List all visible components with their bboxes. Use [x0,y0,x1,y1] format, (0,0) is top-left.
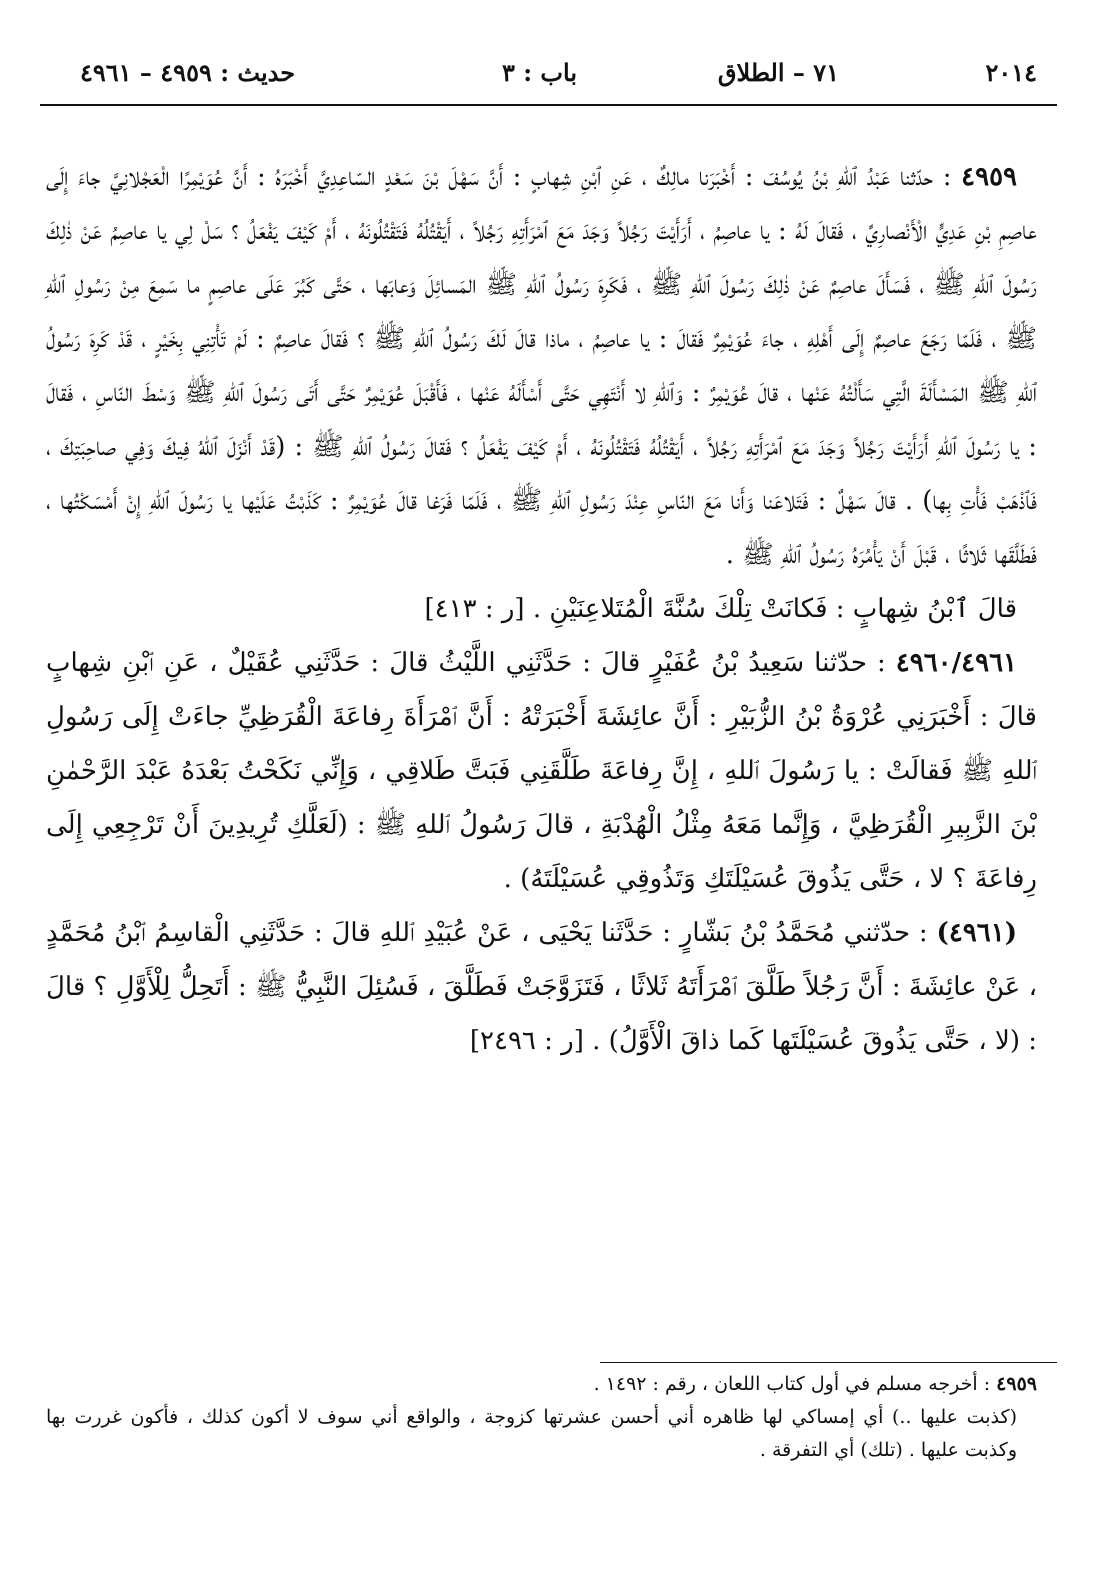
hadith-text: : حدّثنا سَعِيدُ بْنُ عُفَيْرٍ قالَ : حَدَّثَنِي اللَّيْثُ قالَ : حَدَّثَنِي عُقَيْلٌ ، عَنِ ٱبْنِ شِهابٍ قالَ : أَخْبَرَنِي عُرْوَةُ بْنُ الزُّبَيْرِ : أَنَّ عائِشَةَ أَخْبَرَتْهُ : أَنَّ ٱمْرَأَةَ رِفاعَةَ الْقُرَظِيِّ جاءَتْ إِلَى رَسُولِ ٱللهِ ﷺ فَقالَتْ : يا رَسُولَ ٱللهِ ، إِنَّ رِفاعَةَ طَلَّقَنِي فَبَتَّ طَلاقِي ، وَإِنِّي نَكَحْتُ بَعْدَهُ عَبْدَ الرَّحْمٰنِ بْنَ الزَّبِيرِ الْقُرَظِيَّ ، وَإِنَّما مَعَهُ مِثْلُ الْهُدْبَةِ ، قالَ رَسُولُ ٱللهِ ﷺ : (لَعَلَّكِ تُرِيدِينَ أَنْ تَرْجِعِي إِلَى رِفاعَةَ ؟ لا ، حَتَّى يَذُوقَ عُسَيْلَتَكِ وَتَذُوقِي عُسَيْلَتَهُ) . [46,648,1037,894]
cross-reference: [ر : ٢٤٩٦] [469,1026,584,1056]
main-text [46,150,1037,1068]
hadith-range: حديث : ٤٩٥٩ – ٤٩٦١ [80,58,296,87]
hadith-text: : حدّثنا عَبْدُ ٱللهِ بْنُ يُوسُفَ : أَخْبَرَنا مالِكٌ ، عَنِ ٱبْنِ شِهابٍ : أَنَّ سَهْلَ بْنَ سَعْدٍ السّاعِدِيَّ أَخْبَرَهُ : أَنَّ عُوَيْمِرًا الْعَجْلانِيَّ جاءَ إِلَى عاصِمِ بْنِ عَدِيٍّ الْأَنْصارِيِّ ، فَقالَ لَهُ : يا عاصِمُ ، أَرَأَيْتَ رَجُلاً وَجَدَ مَعَ ٱمْرَأَتِهِ رَجُلاً ، أَيَقْتُلُهُ فَتَقْتُلُونَهُ ، أَمْ كَيْفَ يَفْعَلُ ؟ سَلْ لِي يا عاصِمُ عَنْ ذٰلِكَ رَسُولَ ٱللهِ ﷺ ، فَسَأَلَ عاصِمٌ عَنْ ذٰلِكَ رَسُولَ ٱللهِ ﷺ ، فَكَرِهَ رَسُولُ ٱللهِ ﷺ المَسائِلَ وَعابَها ، حَتَّى كَبُرَ عَلَى عاصِمٍ ما سَمِعَ مِنْ رَسُولِ ٱللهِ ﷺ ، فَلَمّا رَجَعَ عاصِمٌ إِلَى أَهْلِهِ ، جاءَ عُوَيْمِرٌ فَقالَ : يا عاصِمُ ، ماذا قالَ لَكَ رَسُولُ ٱللهِ ﷺ ؟ فَقالَ عاصِمٌ : لَمْ تَأْتِنِي بِخَيْرٍ ، قَدْ كَرِهَ رَسُولُ ٱللهِ ﷺ المَسْأَلَةَ الَّتِي سَأَلْتُهُ عَنْها ، قالَ عُوَيْمِرٌ : وَٱللهِ لا أَنْتَهِي حَتَّى أَسْأَلَهُ عَنْها ، فَأَقْبَلَ عُوَيْمِرٌ حَتَّى أَتَى رَسُولَ ٱللهِ ﷺ وَسْطَ النّاسِ ، فَقالَ : يا رَسُولَ ٱللهِ أَرَأَيْتَ رَجُلاً وَجَدَ مَعَ ٱمْرَأَتِهِ رَجُلاً ، أَيَقْتُلُهُ فَتَقْتُلُونَهُ ، أَمْ كَيْفَ يَفْعَلُ ؟ فَقالَ رَسُولُ ٱللهِ ﷺ : (قَدْ أَنْزَلَ ٱللهُ فِيكَ وَفِي صاحِبَتِكَ ، فَٱذْهَبْ فَأْتِ بِها) . قالَ سَهْلٌ : فَتَلاعَنا وَأَنا مَعَ النّاسِ عِنْدَ رَسُولِ ٱللهِ ﷺ ، فَلَمّا فَرَغا قالَ عُوَيْمِرٌ : كَذَبْتُ عَلَيْها يا رَسُولَ ٱللهِ إِنْ أَمْسَكْتُها ، فَطَلَّقَها ثَلاثًا ، قَبْلَ أَنْ يَأْمُرَهُ رَسُولُ ٱللهِ ﷺ . [46,162,1037,570]
footnote-rule [600,1362,1057,1363]
page-header [40,56,1057,96]
chapter-number: باب : ٣ [501,58,577,87]
hadith-4959 [46,150,1037,582]
footnote-number: ٤٩٥٩ [996,1373,1037,1395]
note-text: قالَ ٱبْنُ شِهابٍ : فَكانَتْ تِلْكَ سُنَّةَ الْمُتَلاعِنَيْنِ . [524,594,1017,624]
cross-reference: [ر : ٤١٣] [424,594,525,624]
footnote-1 [46,1368,1037,1401]
hadith-number: (٤٩٦١) [936,918,1017,948]
header-rule [40,104,1057,106]
hadith-4960 [46,636,1037,906]
hadith-number: ٤٩٦٠/٤٩٦١ [895,648,1017,678]
footnote-2: (كذبت عليها ..) أي إمساكي لها ظاهره أني أحسن عشرتها كزوجة ، والواقع أني سوف لا أكون كذلك ، فأكون غررت بها وكذبت عليها . (تلك) أي التفرقة . [46,1406,1017,1461]
hadith-number: ٤٩٥٩ [961,162,1017,192]
hadith-text: : حدّثني مُحَمَّدُ بْنُ بَشّارٍ : حَدَّثَنا يَحْيَى ، عَنْ عُبَيْدِ ٱللهِ قالَ : حَدَّثَنِي الْقاسِمُ ٱبْنُ مُحَمَّدٍ ، عَنْ عائِشَةَ : أَنَّ رَجُلاً طَلَّقَ ٱمْرَأَتَهُ ثَلاثًا ، فَتَزَوَّجَتْ فَطَلَّقَ ، فَسُئِلَ النَّبِيُّ ﷺ : أَتَحِلُّ لِلْأَوَّلِ ؟ قالَ : (لا ، حَتَّى يَذُوقَ عُسَيْلَتَها كَما ذاقَ الْأَوَّلُ) . [46,918,1037,1056]
footnote-text: : أخرجه مسلم في أول كتاب اللعان ، رقم : ١٤٩٢ . [593,1373,997,1395]
book-title: ٧١ – الطلاق [717,58,839,87]
footnotes [46,1368,1037,1467]
ibn-shihab-note [46,582,1037,636]
hadith-4961 [46,906,1037,1068]
page-number: ٢٠١٤ [985,58,1037,87]
